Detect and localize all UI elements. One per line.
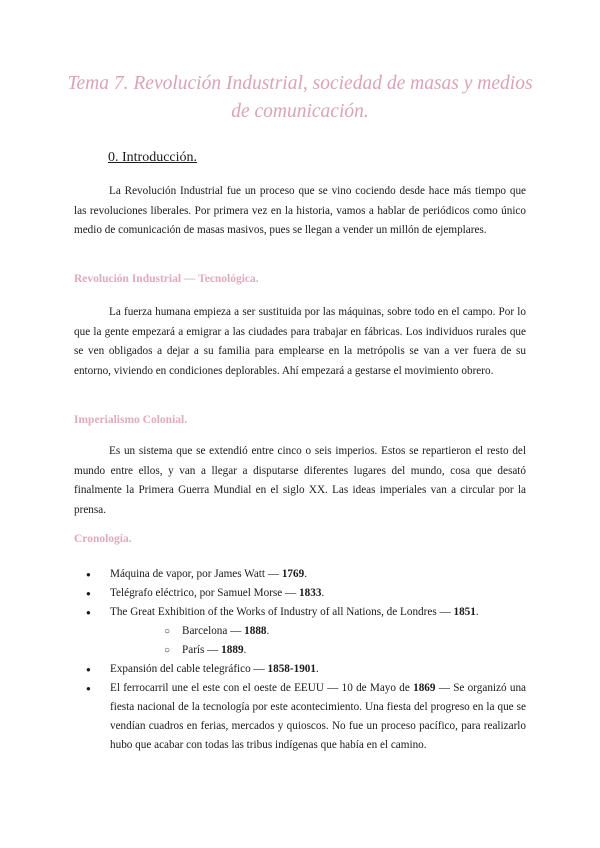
section-paragraph-imperialismo: Es un sistema que se extendió entre cinco o seis imperios. Estos se repartieron el resto del mundo entre ellos, y van a llegar a disputarse diferentes lugares del mundo, cosa que desató finalmente la Primera Guerra Mundial en el siglo XX. Las ideas imperiales van a circular por la prensa. — [74, 445, 526, 516]
item-end: . — [321, 587, 325, 599]
item-text: Barcelona — — [182, 625, 245, 637]
item-end: . — [315, 663, 319, 675]
item-text: Máquina de vapor, por James Watt — — [110, 568, 282, 580]
document-title: Tema 7. Revolución Industrial, sociedad de masas y medios de comunicación. — [67, 73, 533, 122]
chronology-list — [74, 565, 526, 755]
item-year: 1833 — [299, 587, 322, 599]
section-heading-imperialismo: Imperialismo Colonial. — [74, 414, 188, 426]
item-year: 1851 — [453, 606, 476, 618]
item-year: 1889 — [221, 644, 244, 656]
item-text: Telégrafo eléctrico, por Samuel Morse — — [110, 587, 300, 599]
item-end: . — [304, 568, 307, 580]
section-heading-cronologia: Cronología. — [74, 533, 132, 545]
sublist-item — [110, 622, 526, 641]
list-item — [74, 679, 526, 755]
item-year: 1769 — [281, 568, 305, 580]
sublist — [110, 622, 526, 660]
section-heading-revolucion: Revolución Industrial — Tecnológica. — [74, 273, 259, 285]
item-text: El ferrocarril une el este con el oeste de EEUU — 10 de Mayo de — [110, 682, 414, 694]
list-item — [74, 565, 526, 584]
item-end: . — [475, 606, 479, 618]
item-text: París — — [182, 644, 222, 656]
item-year: 1858-1901 — [267, 663, 316, 675]
item-end: — Se organizó una fiesta nacional de la tecnología por este acontecimiento. Una fiesta del progreso en la que se vendían cuadros en ferias, mercados y quioscos. No fue un proceso pacífico, para realizarlo hubo que acabar con todas las tribus indígenas que había en el camino. — [110, 682, 527, 751]
intro-paragraph: La Revolución Industrial fue un proceso que se vino cociendo desde hace más tiempo que las revoluciones liberales. Por primera vez en la historia, vamos a hablar de periódicos como único medio de comunicación de masas masivos, pues se llegan a vender un millón de ejemplares. — [74, 185, 526, 236]
list-item — [74, 603, 526, 660]
item-year: 1869 — [413, 682, 436, 694]
intro-heading: 0. Introducción. — [108, 150, 198, 165]
section-paragraph-revolucion: La fuerza humana empieza a ser sustituida por las máquinas, sobre todo en el campo. Por lo que la gente empezará a emigrar a las ciudades para trabajar en fábricas. Los individuos rurales que se ven obligados a dejar a su familia para emplearse en la metrópolis se van a ver fuera de su entorno, viviendo en condiciones deplorables. Ahí empezará a gestarse el movimiento obrero. — [74, 306, 526, 377]
item-year: 1888 — [244, 625, 267, 637]
item-text: Expansión del cable telegráfico — — [110, 663, 268, 675]
item-text: The Great Exhibition of the Works of Industry of all Nations, de Londres — — [110, 606, 454, 618]
item-end: . — [243, 644, 247, 656]
list-item — [74, 584, 526, 603]
sublist-item — [110, 641, 526, 660]
list-item — [74, 660, 526, 679]
item-end: . — [266, 625, 270, 637]
